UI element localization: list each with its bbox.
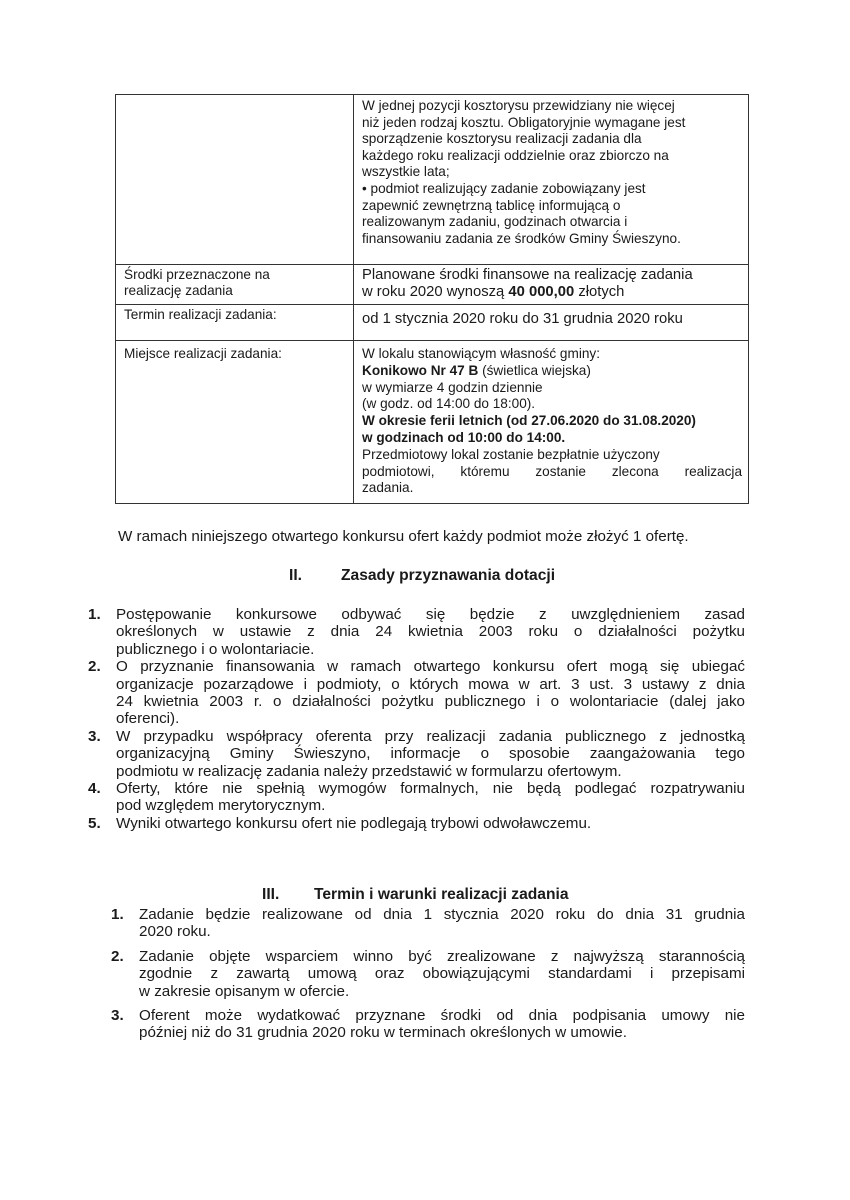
table-row <box>116 265 749 305</box>
one-offer-note: W ramach niniejszego otwartego konkursu ofert każdy podmiot może złożyć 1 ofertę. <box>118 528 689 545</box>
list-item: 3. Oferent może wydatkować przyznane środki od dnia podpisania umowy nie później niż do 31 grudnia 2020 roku w terminach określonych w umowie. <box>111 1007 745 1042</box>
table-row <box>116 95 749 265</box>
place-value: W lokalu stanowiącym własność gminy: Konikowo Nr 47 B (świetlica wiejska) w wymiarze 4 godzin dziennie (w godz. od 14:00 do 18:00). W okresie ferii letnich (od 27.06.2020 do 31.08.2020) w godzinach od 10:00 do 14:00. Przedmiotowy lokal zostanie bezpłatnie użyczony podmiotowi, któremu zostanie zlecona realizacja zadania. <box>354 341 749 504</box>
funds-amount: 40 000,00 <box>508 284 575 300</box>
table-row <box>116 305 749 341</box>
list-item: 1. Zadanie będzie realizowane od dnia 1 stycznia 2020 roku do dnia 31 grudnia 2020 roku. <box>111 906 745 941</box>
place-label: Miejsce realizacji zadania: <box>116 341 354 504</box>
funds-value: Planowane środki finansowe na realizację zadania w roku 2020 wynoszą 40 000,00 złotych <box>354 265 749 305</box>
list-item: 2. O przyznanie finansowania w ramach otwartego konkursu ofert mogą się ubiegać organizacje pozarządowe i podmioty, o których mowa w art. 3 ust. 3 ustawy z dnia 24 kwietnia 2003 r. o działalności pożytku publicznego i o wolontariacie (dalej jako oferenci). <box>88 658 745 728</box>
term-value: od 1 stycznia 2020 roku do 31 grudnia 2020 roku <box>354 305 749 341</box>
task-details-table <box>115 94 749 504</box>
list-item: 4. Oferty, które nie spełnią wymogów formalnych, nie będą podlegać rozpatrywaniu pod względem merytorycznym. <box>88 780 745 815</box>
list-item: 1. Postępowanie konkursowe odbywać się będzie z uwzględnieniem zasad określonych w ustawie z dnia 24 kwietnia 2003 roku o działalności pożytku publicznego i o wolontariacie. <box>88 606 745 658</box>
section-2-list <box>88 606 745 832</box>
section-2-heading: II. Zasady przyznawania dotacji <box>289 567 556 584</box>
table-row <box>116 341 749 504</box>
cost-estimate-notes: W jednej pozycji kosztorysu przewidziany nie więcej niż jeden rodzaj kosztu. Obligatoryjnie wymagane jest sporządzenie kosztorysu realizacji zadania dla każdego roku realizacji oddzielnie oraz zbiorczo na wszystkie lata; • podmiot realizujący zadanie zobowiązany jest zapewnić zewnętrzną tablicę informującą o realizowanym zadaniu, godzinach otwarcia i finansowaniu zadania ze środków Gminy Świeszyno. <box>354 95 749 265</box>
row-label-empty <box>116 95 354 265</box>
list-item: 3. W przypadku współpracy oferenta przy realizacji zadania publicznego z jednostką organizacyjną Gminy Świeszyno, informacje o sposobie zaangażowania tego podmiotu w realizację zadania należy przedstawić w formularzu ofertowym. <box>88 727 745 780</box>
funds-label: Środki przeznaczone na realizację zadania <box>116 265 354 305</box>
list-item: 2. Zadanie objęte wsparciem winno być zrealizowane z najwyższą starannością zgodnie z zawartą umową oraz obowiązującymi standardami i przepisami w zakresie opisanym w ofercie. <box>111 947 745 1000</box>
list-item: 5. Wyniki otwartego konkursu ofert nie podlegają trybowi odwoławczemu. <box>88 814 592 832</box>
section-3-list <box>111 906 745 1042</box>
term-label: Termin realizacji zadania: <box>116 305 354 341</box>
section-3-heading: III. Termin i warunki realizacji zadania <box>262 886 569 903</box>
